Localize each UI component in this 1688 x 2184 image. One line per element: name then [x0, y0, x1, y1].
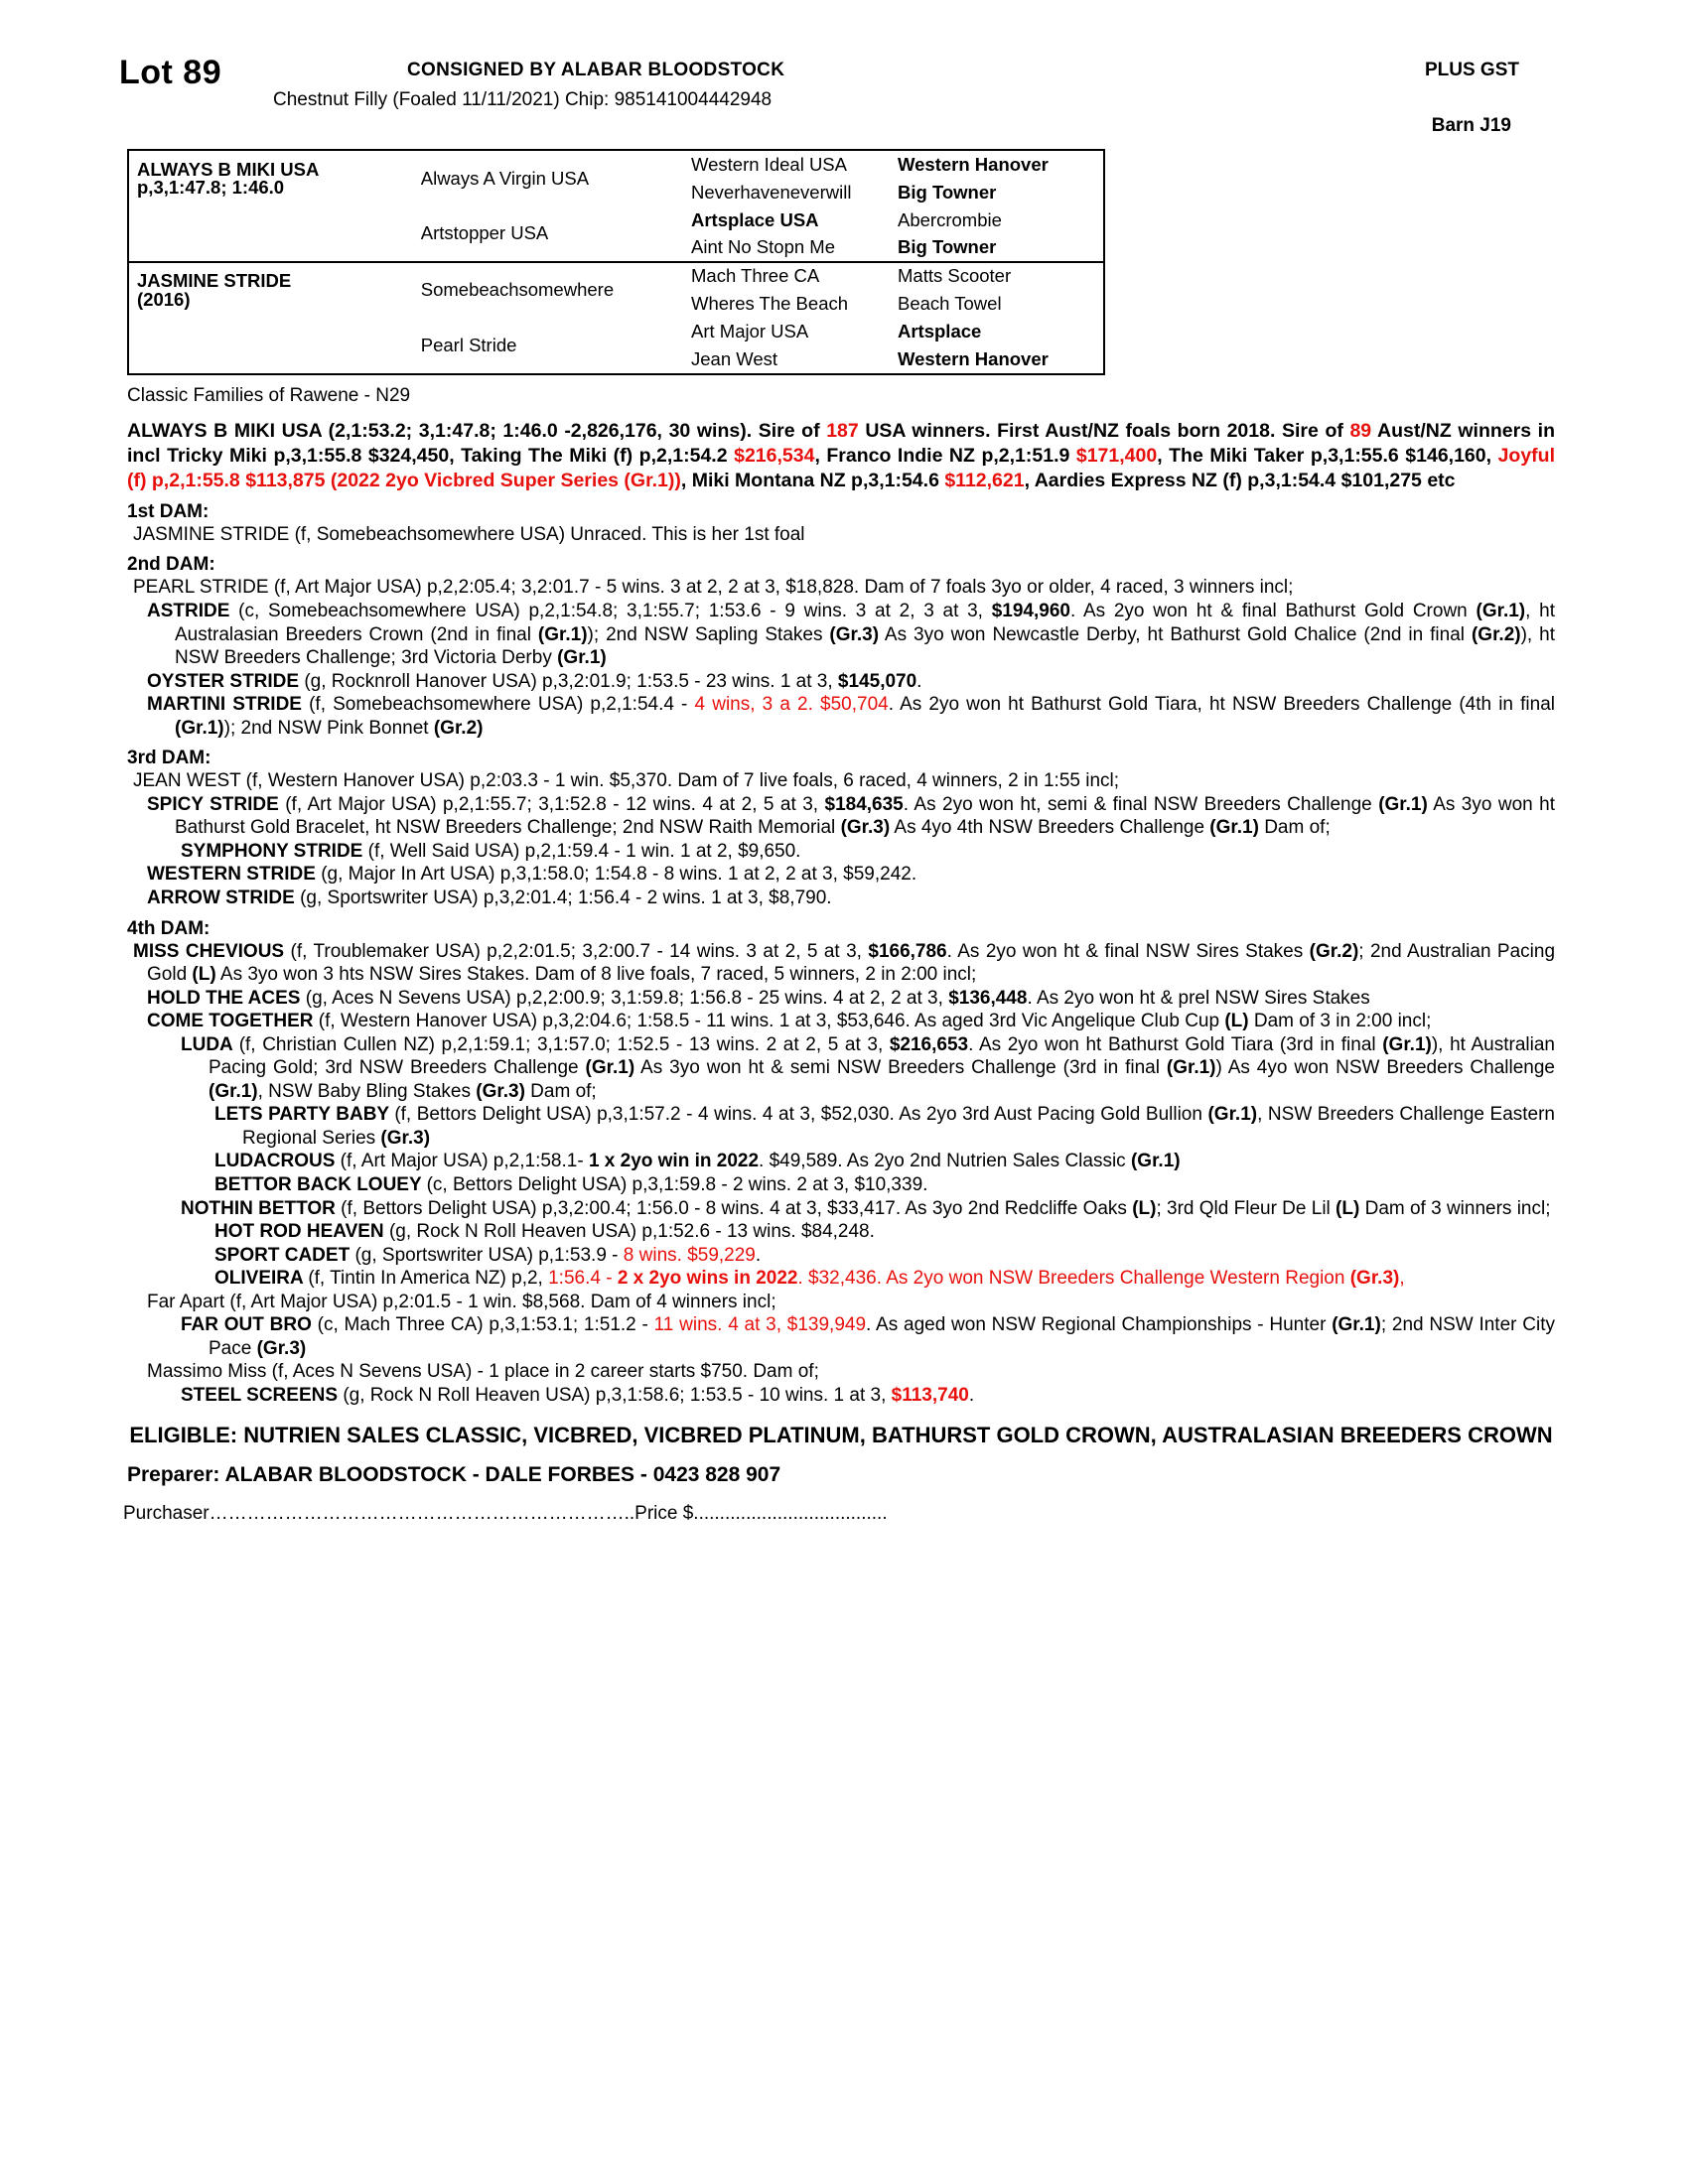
dam-cell: [129, 262, 413, 318]
dam-dam: Pearl Stride: [420, 334, 517, 355]
dam-section-heading: 4th DAM:: [127, 917, 211, 939]
dam-gg-right-2: Artsplace: [898, 320, 982, 341]
entry-text-run: (Gr.1): [1166, 1057, 1216, 1079]
entry-text-run: (f, Western Hanover USA) p,2:03.3 - 1 win. $5,370. Dam of 7 live foals, 6 raced, 4 winners, 2 in 1:55 incl;: [245, 770, 1120, 792]
entry-text-run: . As 2yo won ht, semi & final NSW Breeders Challenge: [903, 793, 1379, 815]
pedigree-entry: [147, 1010, 1555, 1033]
pedigree-entry: [214, 1150, 1555, 1173]
sire-text-run: $112,621: [944, 469, 1025, 491]
entry-text-run: (Gr.1): [175, 717, 224, 739]
pedigree-entry: [214, 1244, 1555, 1268]
sire-text-run: , The Miki Taker p,3,1:55.6 $146,160,: [1157, 444, 1498, 467]
sire-text-run: , Aardies Express NZ (f) p,3,1:54.4 $101,275 etc: [1024, 469, 1456, 491]
sire-text-run: ALWAYS B MIKI USA (2,1:53.2; 3,1:47.8; 1:46.0 -2,826,176, 30 wins). Sire of: [127, 420, 827, 442]
pedigree-entry: [147, 793, 1556, 840]
dam-year: (2016): [137, 288, 191, 310]
barn-label: Barn J19: [1431, 115, 1511, 136]
entry-text-run: (Gr.1): [1476, 600, 1526, 621]
pedigree-entry: [133, 940, 1556, 987]
entry-text-run: As 3yo won 3 hts NSW Sires Stakes. Dam of 8 live foals, 7 raced, 5 winners, 2 in 2:00 incl;: [215, 964, 977, 986]
sire-gg-right-0: Western Hanover: [898, 153, 1049, 175]
dam-section-heading: 2nd DAM:: [127, 554, 215, 576]
entry-text-run: Dam of 3 in 2:00 incl;: [1248, 1011, 1432, 1032]
sire-gg-top-0: Western Ideal USA: [691, 153, 847, 175]
consignor-line: CONSIGNED BY ALABAR BLOODSTOCK: [407, 60, 785, 80]
entry-text-run: HOT ROD HEAVEN: [214, 1221, 389, 1243]
entry-text-run: ARROW STRIDE: [147, 887, 301, 908]
pedigree-entry: [181, 1313, 1555, 1360]
entry-text-run: (g, Rock N Roll Heaven USA) p,1:52.6 - 13 wins. $84,248.: [388, 1221, 875, 1243]
dam-gg-right-3: Western Hanover: [898, 347, 1049, 369]
entry-text-run: Dam of;: [524, 1080, 597, 1102]
entry-text-run: (f, Art Major USA) p,2:01.5 - 1 win. $8,568. Dam of 4 winners incl;: [229, 1291, 776, 1312]
sire-text-run: $171,400: [1075, 444, 1158, 467]
entry-text-run: PEARL STRIDE: [133, 577, 274, 599]
sire-text-run: , Franco Indie NZ p,2,1:51.9: [814, 444, 1076, 467]
entry-text-run: ), ht Australian Pacing Gold; 3rd NSW Breeders Challenge: [209, 1033, 1555, 1079]
pedigree-entry: [147, 693, 1555, 740]
entry-text-run: (Gr.1): [1130, 1151, 1181, 1172]
pedigree-entry: [181, 840, 1555, 864]
dam-gg-top-3: Jean West: [691, 347, 778, 369]
entry-text-run: . As 2yo won ht & prel NSW Sires Stakes: [1027, 987, 1370, 1009]
entry-text-run: (f, Troublemaker USA) p,2,2:01.5; 3,2:00.7 - 14 wins. 3 at 2, 5 at 3,: [290, 940, 869, 962]
table-row: [129, 262, 1103, 290]
entry-text-run: . $32,436. As 2yo won NSW Breeders Challenge Western Region: [797, 1268, 1350, 1290]
entry-text-run: (Gr.1): [1209, 817, 1259, 839]
entry-text-run: ), ht NSW Breeders Challenge; 3rd Victoria Derby: [175, 623, 1555, 669]
dam-gg-top-2: Art Major USA: [691, 320, 809, 341]
entry-text-run: 11 wins. 4 at 3, $139,949: [653, 1314, 867, 1336]
entry-text-run: ASTRIDE: [147, 600, 239, 621]
sire-text-run: Aust/NZ winners in incl Tricky Miki p,3,1:55.8 $324,450, Taking The Miki (f) p,2,1:54.2: [127, 420, 1555, 467]
sire-summary-paragraph: [127, 419, 1555, 493]
purchaser-line: Purchaser…………………………………………………………..Price $.....................................: [123, 1502, 888, 1524]
pedigree-entry: [147, 600, 1555, 670]
sire-text-run: 187: [826, 420, 859, 442]
entry-text-run: Far Apart: [147, 1291, 230, 1312]
entry-text-run: , ht Australasian Breeders Crown (2nd in final: [175, 600, 1555, 645]
entry-text-run: (Gr.1): [1382, 1033, 1432, 1055]
entry-text-run: (c, Bettors Delight USA) p,3,1:59.8 - 2 wins. 2 at 3, $10,339.: [426, 1173, 928, 1195]
entry-text-run: (Gr.1): [209, 1080, 258, 1102]
sire-text-run: Joyful (f) p,2,1:55.8 $113,875 (2022 2yo Vicbred Super Series (Gr.1)): [127, 444, 1555, 491]
sire-text-run: , Miki Montana NZ p,3,1:54.6: [680, 469, 945, 491]
entry-text-run: 1:56.4 -: [548, 1268, 618, 1290]
entry-text-run: (g, Aces N Sevens USA) p,2,2:00.9; 3,1:59.8; 1:56.8 - 25 wins. 4 at 2, 2 at 3,: [305, 987, 949, 1009]
pedigree-entry: [181, 1033, 1555, 1104]
entry-text-run: FAR OUT BRO: [181, 1314, 318, 1336]
entry-text-run: (f, Tintin In America NZ) p,2,: [308, 1268, 549, 1290]
pedigree-entry: [133, 523, 1555, 547]
sire-text-run: $216,534: [734, 444, 815, 467]
entry-text-run: , NSW Breeders Challenge Eastern Regional Series: [242, 1104, 1555, 1149]
plus-gst-label: PLUS GST: [1424, 60, 1519, 80]
entry-text-run: $194,960: [991, 600, 1070, 621]
sire-dam: Artstopper USA: [420, 222, 549, 244]
entry-text-run: As 4yo 4th NSW Breeders Challenge: [890, 817, 1210, 839]
entry-text-run: MARTINI STRIDE: [147, 694, 310, 716]
dam-dam-label: [129, 318, 413, 373]
entry-text-run: (Gr.1): [585, 1057, 635, 1079]
entry-text-run: .: [916, 670, 922, 692]
entry-text-run: LUDACROUS: [214, 1151, 341, 1172]
entry-text-run: (Gr.2): [1471, 623, 1521, 645]
entry-text-run: $145,070: [837, 670, 917, 692]
sire-text-run: USA winners. First Aust/NZ foals born 2018. Sire of: [858, 420, 1350, 442]
entry-text-run: Dam of 3 winners incl;: [1359, 1197, 1551, 1219]
entry-text-run: (Gr.3): [380, 1127, 431, 1149]
entry-text-run: (Gr.1): [1332, 1314, 1381, 1336]
entry-text-run: (g, Rock N Roll Heaven USA) p,3,1:58.6; 1:53.5 - 10 wins. 1 at 3,: [343, 1384, 892, 1406]
entry-text-run: 2 x 2yo wins in 2022: [617, 1268, 798, 1290]
dam-gg-top-0: Mach Three CA: [683, 262, 890, 290]
entry-text-run: WESTERN STRIDE: [147, 864, 322, 886]
entry-text-run: LUDA: [181, 1033, 239, 1055]
sire-name: ALWAYS B MIKI USA: [137, 158, 320, 180]
entry-text-run: (f, Bettors Delight USA) p,3,2:00.4; 1:56.0 - 8 wins. 4 at 3, $33,417. As 3yo 2nd Redcliffe Oaks: [341, 1197, 1133, 1219]
entry-text-run: NOTHIN BETTOR: [181, 1197, 342, 1219]
entry-text-run: (Gr.2): [1309, 940, 1359, 962]
entry-text-run: (f, Christian Cullen NZ) p,2,1:59.1; 3,1:57.0; 1:52.5 - 13 wins. 2 at 2, 5 at 3,: [238, 1033, 890, 1055]
entry-text-run: (f, Art Major USA) p,2,2:05.4; 3,2:01.7 - 5 wins. 3 at 2, 2 at 3, $18,828. Dam of 7 foals 3yo or older, 4 raced, 3 winners incl;: [273, 577, 1294, 599]
sire-dam-label: [129, 206, 413, 262]
entry-text-run: ); 2nd NSW Pink Bonnet: [223, 717, 434, 739]
pedigree-entry: [214, 1220, 1555, 1244]
pedigree-entry: [181, 1197, 1555, 1221]
entry-text-run: As 3yo won ht Bathurst Gold Bracelet, ht NSW Breeders Challenge; 2nd NSW Raith Memorial: [175, 793, 1556, 839]
entry-text-run: (f, Somebeachsomewhere USA) p,2,1:54.4 -: [309, 694, 695, 716]
entry-text-run: (g, Sportswriter USA) p,3,2:01.4; 1:56.4 - 2 wins. 1 at 3, $8,790.: [300, 887, 832, 908]
entry-text-run: . As 2yo won ht Bathurst Gold Tiara (3rd in final: [968, 1033, 1383, 1055]
pedigree-table: [127, 149, 1105, 375]
pedigree-entry: [133, 576, 1555, 600]
entry-text-run: SPORT CADET: [214, 1244, 355, 1266]
entry-text-run: (Gr.3): [256, 1337, 307, 1359]
entry-text-run: (c, Somebeachsomewhere USA) p,2,1:54.8; 3,1:55.7; 1:53.6 - 9 wins. 3 at 2, 3 at 3,: [238, 600, 992, 621]
entry-text-run: (f, Bettors Delight USA) p,3,1:57.2 - 4 wins. 4 at 3, $52,030. As 2yo 3rd Aust Pacing Gold Bullion: [394, 1104, 1208, 1126]
pedigree-entry: [147, 1360, 1555, 1384]
dam-section-heading: 1st DAM:: [127, 500, 210, 522]
entry-text-run: . As aged won NSW Regional Championships - Hunter: [866, 1314, 1333, 1336]
entry-text-run: $166,786: [868, 940, 947, 962]
entry-text-run: OYSTER STRIDE: [147, 670, 305, 692]
entry-text-run: (f, Art Major USA) p,2,1:55.7; 3,1:52.8 - 12 wins. 4 at 2, 5 at 3,: [285, 793, 825, 815]
sire-gg-top-1: Neverhaveneverwill: [691, 181, 852, 203]
entry-text-run: MISS CHEVIOUS: [133, 940, 291, 962]
entry-text-run: (g, Major In Art USA) p,3,1:58.0; 1:54.8 - 8 wins. 1 at 2, 2 at 3, $59,242.: [321, 864, 917, 886]
subject-description: Chestnut Filly (Foaled 11/11/2021) Chip: 985141004442948: [273, 89, 773, 110]
entry-text-run: (Gr.1): [557, 647, 607, 669]
entry-text-run: , NSW Baby Bling Stakes: [257, 1080, 477, 1102]
entry-text-run: . As 2yo won ht & final NSW Sires Stakes: [946, 940, 1310, 962]
entry-text-run: (f, Art Major USA) p,2,1:58.1-: [340, 1151, 589, 1172]
entry-text-run: (f, Well Said USA) p,2,1:59.4 - 1 win. 1 at 2, $9,650.: [367, 840, 801, 862]
entry-text-run: (Gr.1): [1207, 1104, 1258, 1126]
page-header: [119, 48, 1569, 143]
entry-text-run: Massimo Miss: [147, 1361, 272, 1383]
sire-gg-right-2: Abercrombie: [898, 208, 1002, 230]
entry-text-run: (g, Sportswriter USA) p,1:53.9 -: [354, 1244, 624, 1266]
sire-sire: Always A Virgin USA: [420, 167, 590, 189]
entry-text-run: (Gr.2): [433, 717, 484, 739]
dam-sire: Somebeachsomewhere: [413, 262, 683, 318]
entry-text-run: (Gr.3): [840, 817, 891, 839]
preparer-line: Preparer: ALABAR BLOODSTOCK - DALE FORBES - 0423 828 907: [127, 1462, 781, 1486]
entry-text-run: OLIVEIRA: [214, 1268, 309, 1290]
entry-text-run: BETTOR BACK LOUEY: [214, 1173, 427, 1195]
sire-record: p,3,1:47.8; 1:46.0: [137, 177, 285, 198]
pedigree-entry: [214, 1267, 1555, 1291]
entry-text-run: (Gr.3): [829, 623, 880, 645]
entry-text-run: (L): [1224, 1011, 1249, 1032]
entry-text-run: (L): [1336, 1197, 1360, 1219]
dam-gg-right-1: Beach Towel: [898, 292, 1002, 314]
pedigree-entry: [147, 887, 1555, 910]
entry-text-run: JASMINE STRIDE: [133, 523, 295, 545]
pedigree-entry: [147, 987, 1555, 1011]
entry-text-run: As 3yo won ht & semi NSW Breeders Challenge (3rd in final: [634, 1057, 1167, 1079]
entry-text-run: STEEL SCREENS: [181, 1384, 344, 1406]
entry-text-run: .: [968, 1384, 975, 1406]
entry-text-run: $136,448: [948, 987, 1028, 1009]
entry-text-run: (f, Somebeachsomewhere USA) Unraced. This is her 1st foal: [294, 523, 805, 545]
pedigree-entry: [214, 1173, 1555, 1197]
entry-text-run: LETS PARTY BABY: [214, 1104, 395, 1126]
entry-text-run: . $49,589. As 2yo 2nd Nutrien Sales Classic: [759, 1151, 1131, 1172]
entry-text-run: (Gr.1): [537, 623, 588, 645]
dam-section-heading: 3rd DAM:: [127, 748, 211, 769]
sire-cell: [129, 151, 413, 206]
entry-text-run: HOLD THE ACES: [147, 987, 306, 1009]
entry-text-run: ) As 4yo won NSW Breeders Challenge: [1215, 1057, 1555, 1079]
entry-text-run: (Gr.3): [476, 1080, 525, 1102]
entry-text-run: 8 wins. $59,229: [623, 1244, 756, 1266]
entry-text-run: COME TOGETHER: [147, 1011, 319, 1032]
entry-text-run: (f, Western Hanover USA) p,3,2:04.6; 1:58.5 - 11 wins. 1 at 3, $53,646. As aged 3rd Vic Angelique Club Cup: [318, 1011, 1225, 1032]
dam-gg-right-0: Matts Scooter: [890, 262, 1103, 290]
entry-text-run: (L): [192, 964, 216, 986]
pedigree-entry: [133, 769, 1555, 793]
entry-text-run: ,: [1399, 1268, 1405, 1290]
entry-text-run: (L): [1132, 1197, 1157, 1219]
entry-text-run: . As 2yo won ht Bathurst Gold Tiara, ht NSW Breeders Challenge (4th in final: [888, 694, 1555, 716]
sire-text-run: 89: [1349, 420, 1372, 442]
table-row: [129, 206, 1103, 234]
entry-text-run: $216,653: [889, 1033, 969, 1055]
entry-text-run: ; 2nd Australian Pacing Gold: [147, 940, 1556, 986]
entry-text-run: $184,635: [824, 793, 904, 815]
entry-text-run: ; 2nd NSW Inter City Pace: [209, 1314, 1555, 1359]
sire-gg-top-3: Aint No Stopn Me: [691, 236, 835, 258]
entry-text-run: 4 wins, 3 a 2. $50,704: [694, 694, 889, 716]
lot-number: Lot 89: [119, 54, 222, 91]
dam-gg-top-1: Wheres The Beach: [691, 292, 849, 314]
pedigree-entry: [181, 1384, 1555, 1408]
entry-text-run: ); 2nd NSW Sapling Stakes: [587, 623, 830, 645]
entry-text-run: (Gr.1): [1378, 793, 1428, 815]
sire-gg-right-1: Big Towner: [898, 181, 997, 203]
table-row: [129, 318, 1103, 345]
entry-text-run: (f, Aces N Sevens USA) - 1 place in 2 career starts $750. Dam of;: [271, 1361, 819, 1383]
pedigree-sections: [119, 501, 1569, 1408]
entry-text-run: As 3yo won Newcastle Derby, ht Bathurst Gold Chalice (2nd in final: [879, 623, 1472, 645]
entry-text-run: (g, Rocknroll Hanover USA) p,3,2:01.9; 1:53.5 - 23 wins. 1 at 3,: [304, 670, 838, 692]
pedigree-entry: [147, 1291, 1555, 1314]
table-row: [129, 151, 1103, 179]
entry-text-run: SYMPHONY STRIDE: [181, 840, 368, 862]
pedigree-entry: [147, 670, 1555, 694]
entry-text-run: SPICY STRIDE: [147, 793, 286, 815]
pedigree-entry: [214, 1103, 1555, 1150]
sire-gg-top-2: Artsplace USA: [691, 208, 819, 230]
entry-text-run: . As 2yo won ht & final Bathurst Gold Crown: [1069, 600, 1477, 621]
eligibility-line: ELIGIBLE: NUTRIEN SALES CLASSIC, VICBRED, VICBRED PLATINUM, BATHURST GOLD CROWN, AUSTRALASIAN BREEDERS CROWN: [129, 1423, 1553, 1448]
entry-text-run: ; 3rd Qld Fleur De Lil: [1156, 1197, 1336, 1219]
dam-name: JASMINE STRIDE: [137, 270, 292, 291]
classic-families-line: Classic Families of Rawene - N29: [127, 385, 411, 406]
entry-text-run: Dam of;: [1258, 817, 1331, 839]
entry-text-run: $113,740: [891, 1384, 969, 1406]
entry-text-run: (Gr.3): [1349, 1268, 1400, 1290]
sire-gg-right-3: Big Towner: [898, 236, 997, 258]
entry-text-run: 1 x 2yo win in 2022: [588, 1151, 760, 1172]
entry-text-run: (c, Mach Three CA) p,3,1:53.1; 1:51.2 -: [317, 1314, 654, 1336]
entry-text-run: JEAN WEST: [133, 770, 246, 792]
pedigree-entry: [147, 863, 1555, 887]
entry-text-run: .: [755, 1244, 762, 1266]
